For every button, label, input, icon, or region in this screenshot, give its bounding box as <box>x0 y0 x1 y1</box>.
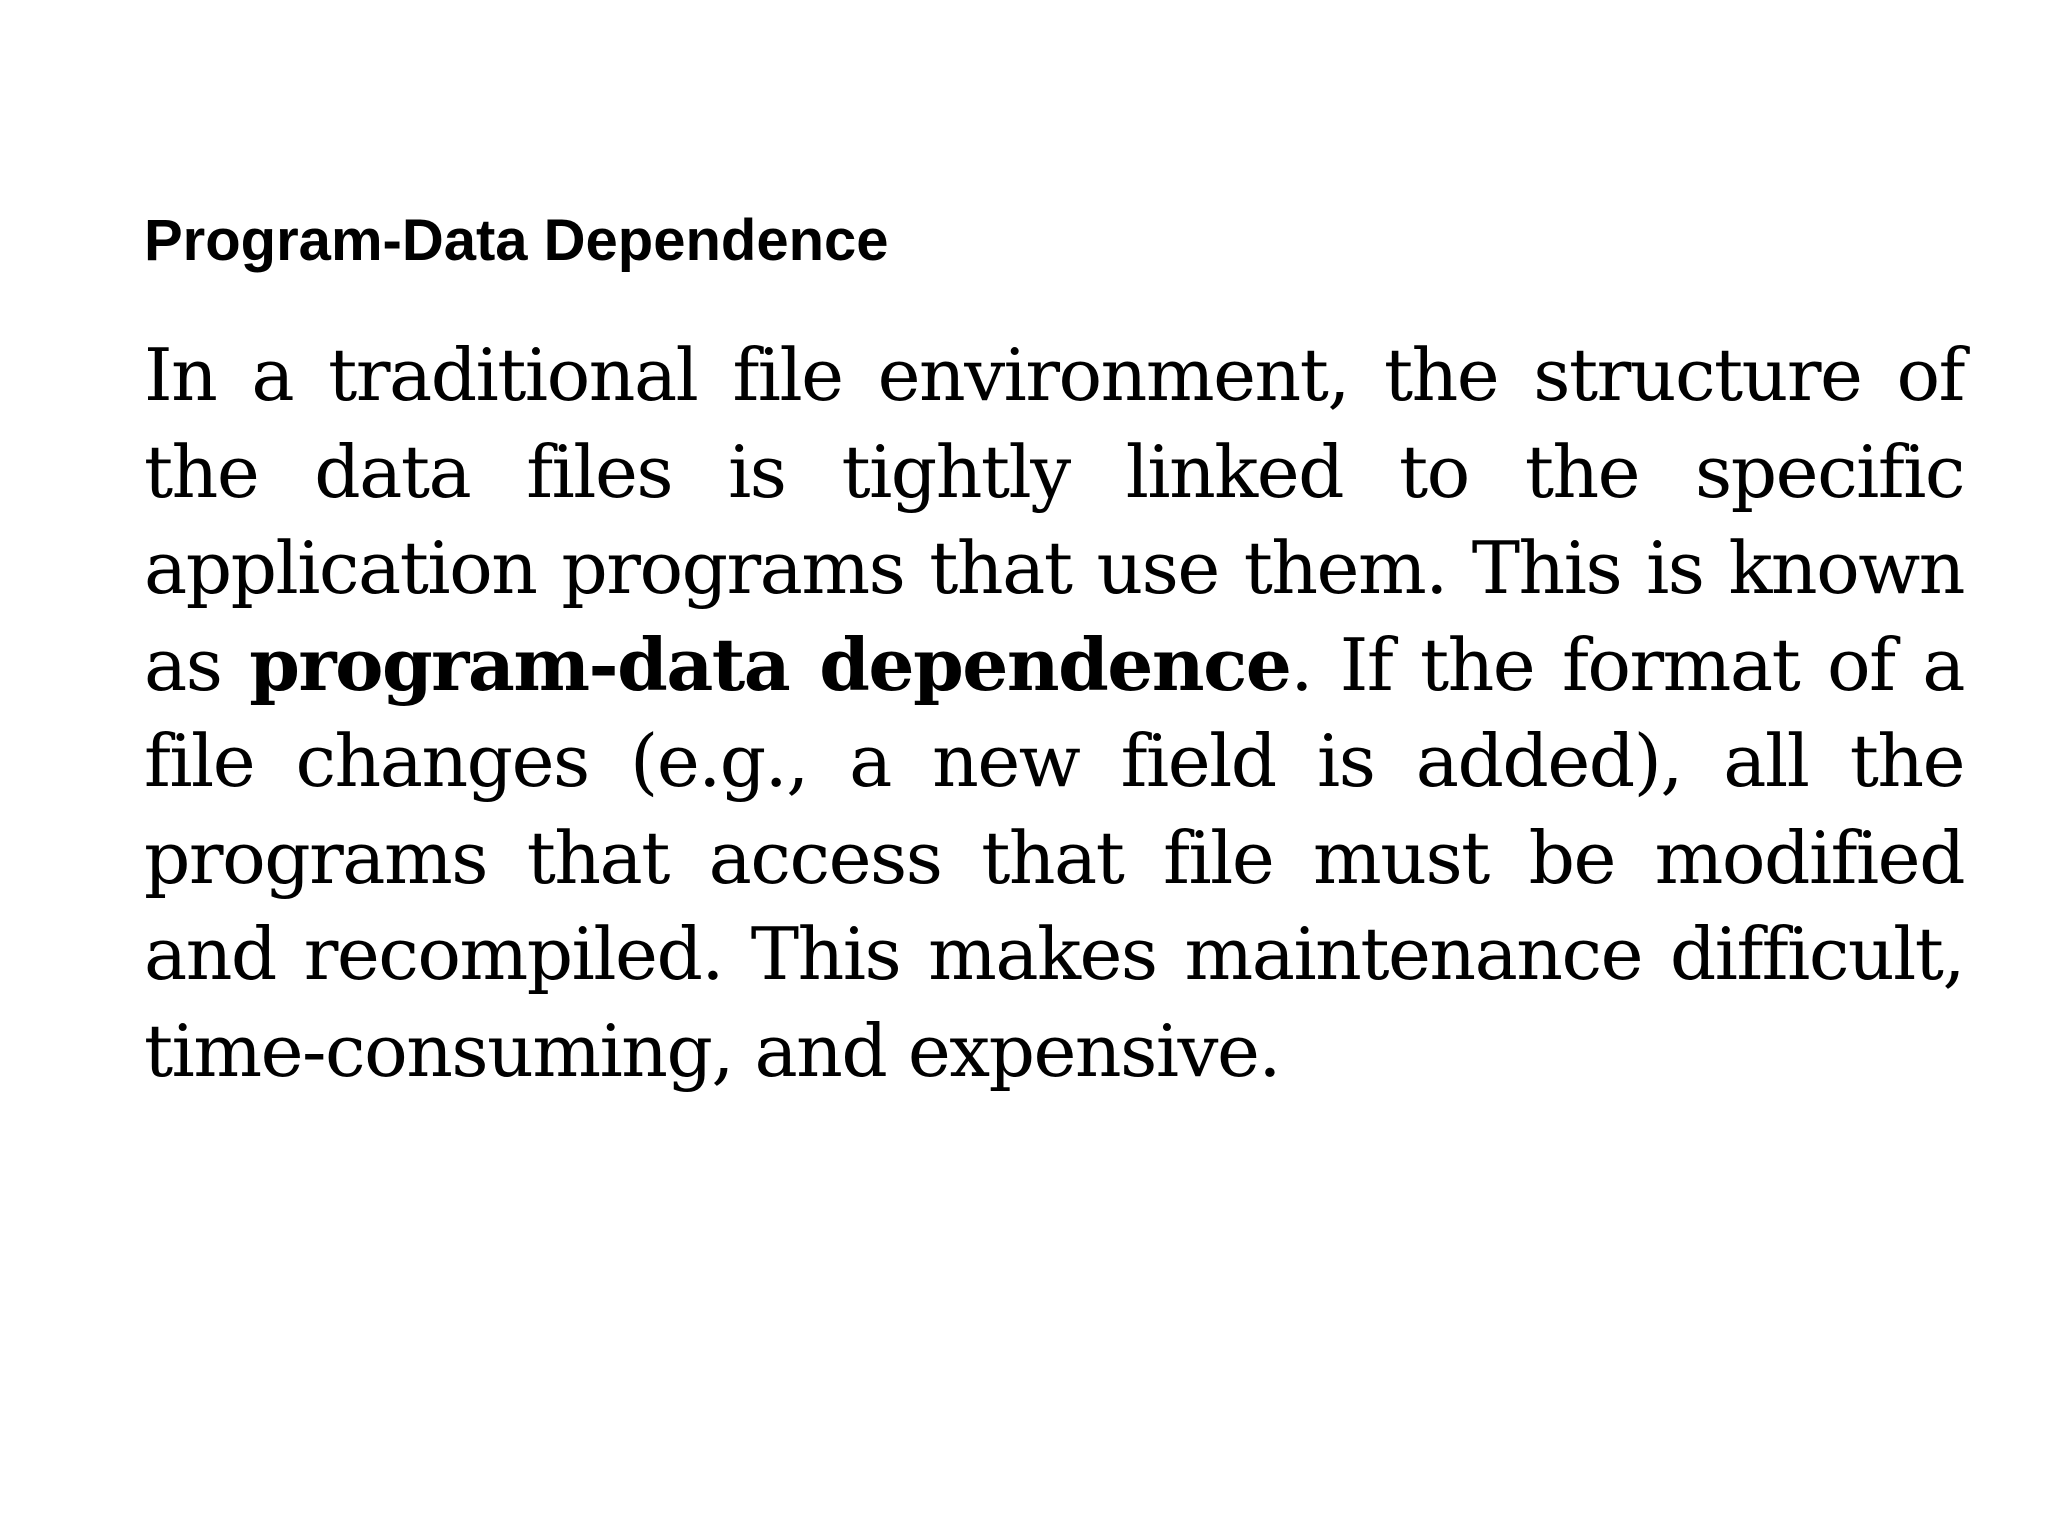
section-heading: Program-Data Dependence <box>144 208 889 273</box>
key-term: program-data dependence <box>249 622 1291 708</box>
body-paragraph <box>144 328 1964 1100</box>
paragraph-text-after-term: . If the format of a file changes (e.g., a new field is added), all the programs that access that file must be modified and recompiled. This makes maintenance difficult, time-consuming, and expensive. <box>144 623 1964 1094</box>
paragraph-text-before-term: In a traditional file environment, the structure of the data files is tightly linked to the specific application programs that use them. This is known as <box>144 334 1964 708</box>
